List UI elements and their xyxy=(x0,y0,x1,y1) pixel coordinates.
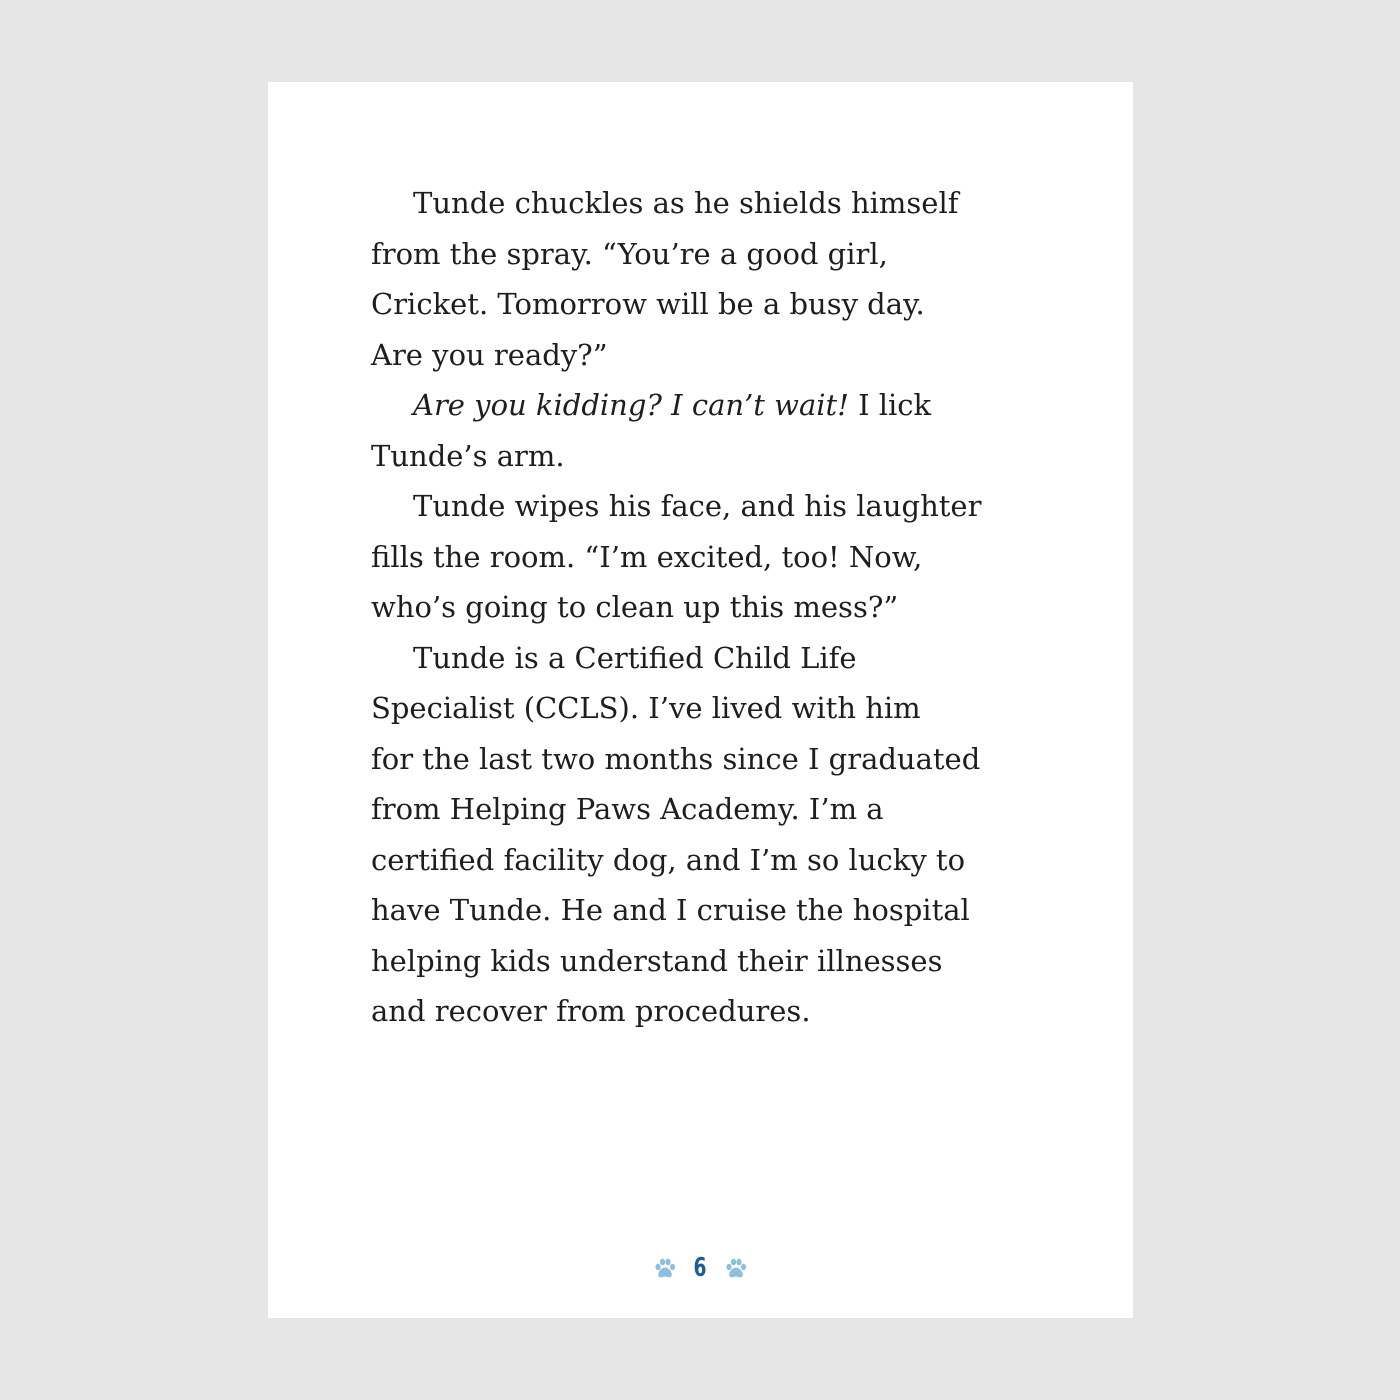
text-line: Tunde wipes his face, and his laughter xyxy=(413,489,982,523)
text-line: Are you ready?” xyxy=(371,337,608,372)
text-fragment: I lick xyxy=(848,388,932,422)
book-page xyxy=(268,82,1133,1318)
text-line: helping kids understand their illnesses xyxy=(371,943,943,978)
page-number: 6 xyxy=(693,1253,708,1283)
italic-thought: Are you kidding? I can’t wait! xyxy=(413,388,849,422)
text-line: and recover from procedures. xyxy=(371,994,811,1028)
text-line: Cricket. Tomorrow will be a busy day. xyxy=(371,287,925,321)
paw-print-icon xyxy=(653,1256,677,1280)
text-line: from Helping Paws Academy. I’m a xyxy=(371,792,884,826)
page-footer xyxy=(268,1248,1133,1288)
text-line: who’s going to clean up this mess?” xyxy=(371,590,899,624)
text-line: Tunde’s arm. xyxy=(371,438,565,473)
paw-print-icon xyxy=(724,1256,748,1280)
text-line: for the last two months since I graduated xyxy=(371,741,981,776)
text-line: have Tunde. He and I cruise the hospital xyxy=(371,893,970,927)
body-text xyxy=(371,178,1011,1037)
text-line: Tunde is a Certified Child Life xyxy=(413,640,857,675)
text-line: certified facility dog, and I’m so lucky to xyxy=(371,842,966,877)
text-line: from the spray. “You’re a good girl, xyxy=(371,236,888,271)
text-line xyxy=(371,380,1011,431)
text-line: Tunde chuckles as he shields himself xyxy=(413,186,959,220)
text-line: fills the room. “I’m excited, too! Now, xyxy=(371,539,923,574)
text-line: Specialist (CCLS). I’ve lived with him xyxy=(371,691,921,725)
